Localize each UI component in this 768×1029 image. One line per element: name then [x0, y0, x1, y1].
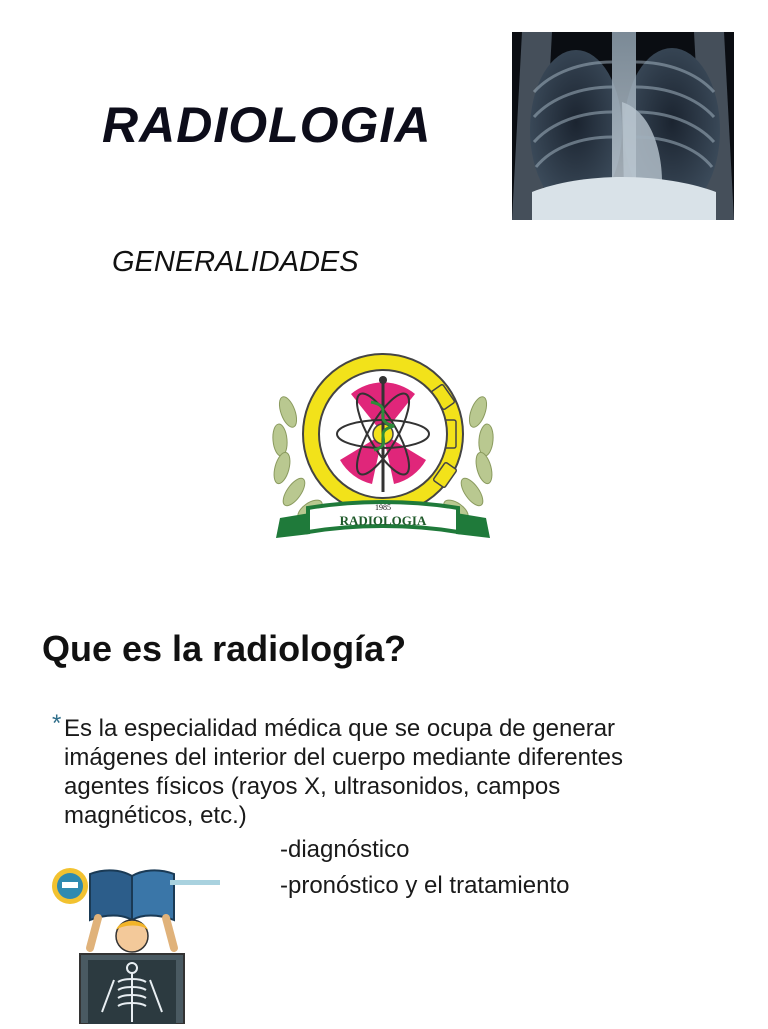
definition-paragraph: [64, 714, 684, 830]
bullet-marker: *: [52, 710, 62, 737]
list-item-diagnostico: -diagnóstico: [280, 836, 410, 863]
slide-title: RADIOLOGIA: [102, 97, 432, 153]
radiologia-emblem: [266, 352, 500, 548]
illustration-graphic: [44, 862, 244, 1024]
paragraph-line: Es la especialidad médica que se ocupa de generar: [64, 715, 616, 742]
section-heading: Que es la radiología?: [42, 628, 407, 669]
chest-xray-image: [512, 32, 734, 220]
doctor-xray-illustration: [44, 862, 244, 1024]
paragraph-line: agentes físicos (rayos X, ultrasonidos, campos: [64, 773, 561, 800]
emblem-banner-text: RADIOLOGIA: [339, 513, 427, 528]
paragraph-line: magnéticos, etc.): [64, 802, 247, 829]
emblem-year: 1985: [375, 503, 391, 512]
emblem-graphic: [266, 352, 500, 548]
list-item-pronostico: -pronóstico y el tratamiento: [280, 872, 570, 899]
slide-subtitle: GENERALIDADES: [112, 246, 359, 278]
xray-graphic: [512, 32, 734, 220]
paragraph-line: imágenes del interior del cuerpo mediante diferentes: [64, 744, 623, 771]
